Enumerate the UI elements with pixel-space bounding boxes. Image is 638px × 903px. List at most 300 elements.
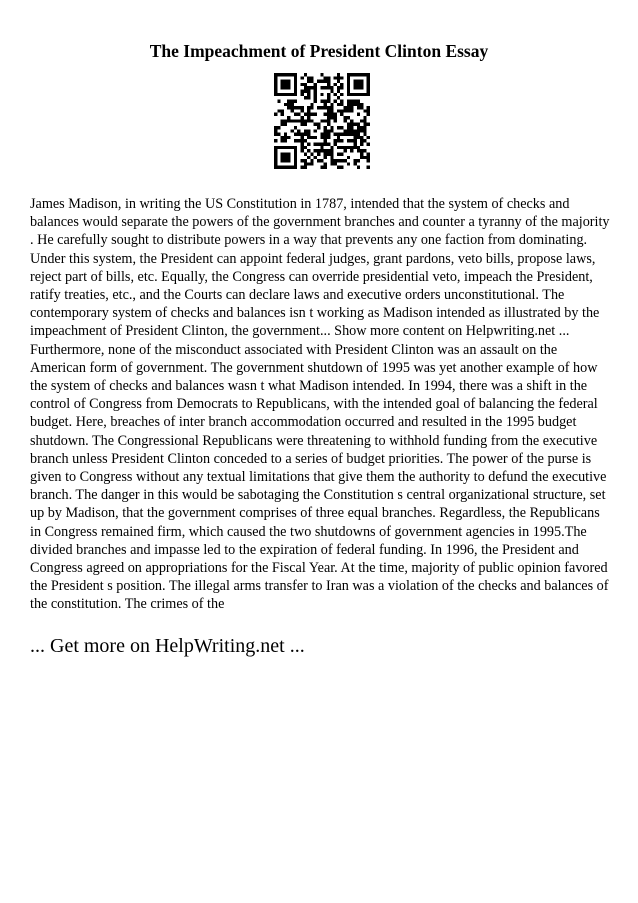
qr-module — [281, 113, 284, 116]
qr-module — [314, 93, 317, 96]
qr-module — [294, 126, 297, 129]
qr-module — [327, 106, 330, 109]
qr-module — [340, 99, 343, 102]
qr-module — [307, 136, 310, 139]
qr-module — [350, 129, 353, 132]
qr-module — [274, 126, 277, 129]
qr-module — [281, 73, 284, 76]
qr-module — [300, 139, 303, 142]
qr-module — [337, 80, 340, 83]
qr-module — [327, 116, 330, 119]
qr-module — [367, 109, 370, 112]
qr-module — [330, 106, 333, 109]
qr-module — [287, 93, 290, 96]
qr-module — [357, 146, 360, 149]
qr-module — [294, 119, 297, 122]
qr-module — [304, 162, 307, 165]
qr-module — [300, 119, 303, 122]
qr-module — [324, 86, 327, 89]
qr-module — [324, 129, 327, 132]
qr-module — [287, 83, 290, 86]
qr-module — [337, 86, 340, 89]
qr-module — [320, 119, 323, 122]
qr-module — [347, 109, 350, 112]
qr-module — [320, 159, 323, 162]
qr-module — [367, 136, 370, 139]
qr-module — [353, 143, 356, 146]
qr-module — [337, 133, 340, 136]
qr-module — [304, 159, 307, 162]
qr-module — [357, 113, 360, 116]
qr-module — [281, 146, 284, 149]
qr-module — [274, 80, 277, 83]
qr-module — [284, 83, 287, 86]
qr-module — [357, 133, 360, 136]
qr-module — [324, 143, 327, 146]
qr-module — [360, 103, 363, 106]
document-title: The Impeachment of President Clinton Essay — [149, 41, 489, 61]
qr-module — [350, 73, 353, 76]
qr-module — [307, 96, 310, 99]
qr-module — [307, 90, 310, 93]
qr-module — [274, 152, 277, 155]
qr-module — [344, 149, 347, 152]
qr-module — [274, 133, 277, 136]
qr-module — [317, 159, 320, 162]
qr-module — [360, 119, 363, 122]
qr-module — [367, 123, 370, 126]
qr-module — [363, 129, 366, 132]
qr-module — [300, 159, 303, 162]
qr-module — [330, 152, 333, 155]
qr-module — [307, 113, 310, 116]
qr-module — [310, 119, 313, 122]
qr-module — [340, 86, 343, 89]
qr-module — [353, 103, 356, 106]
qr-module — [363, 109, 366, 112]
qr-module — [300, 149, 303, 152]
qr-module — [310, 159, 313, 162]
qr-module — [294, 166, 297, 169]
qr-module — [367, 93, 370, 96]
qr-module — [304, 119, 307, 122]
qr-module — [274, 129, 277, 132]
qr-module — [307, 143, 310, 146]
qr-module — [274, 146, 277, 149]
qr-module — [360, 80, 363, 83]
qr-module — [334, 139, 337, 142]
qr-module — [324, 149, 327, 152]
qr-module — [337, 96, 340, 99]
qr-module — [334, 83, 337, 86]
qr-module — [334, 159, 337, 162]
qr-module — [327, 136, 330, 139]
qr-module — [347, 133, 350, 136]
qr-module — [320, 149, 323, 152]
qr-module — [357, 86, 360, 89]
qr-code-graphic — [274, 73, 370, 169]
qr-module — [357, 126, 360, 129]
qr-module — [310, 86, 313, 89]
qr-module — [360, 143, 363, 146]
qr-module — [314, 90, 317, 93]
qr-module — [344, 146, 347, 149]
qr-module — [287, 136, 290, 139]
qr-module — [274, 83, 277, 86]
qr-module — [304, 86, 307, 89]
qr-module — [347, 156, 350, 159]
qr-module — [347, 162, 350, 165]
qr-module — [287, 119, 290, 122]
qr-module — [334, 162, 337, 165]
qr-module — [274, 73, 277, 76]
qr-module — [357, 99, 360, 102]
qr-module — [327, 99, 330, 102]
qr-module — [281, 136, 284, 139]
qr-module — [314, 156, 317, 159]
qr-module — [317, 126, 320, 129]
qr-module — [324, 106, 327, 109]
qr-module — [340, 93, 343, 96]
qr-module — [337, 76, 340, 79]
qr-module — [320, 146, 323, 149]
qr-module — [337, 159, 340, 162]
qr-module — [337, 90, 340, 93]
qr-module — [294, 162, 297, 165]
qr-module — [320, 166, 323, 169]
qr-module — [304, 139, 307, 142]
qr-module — [330, 109, 333, 112]
qr-module — [350, 103, 353, 106]
qr-module — [340, 133, 343, 136]
qr-module — [314, 113, 317, 116]
qr-module — [304, 152, 307, 155]
qr-code-icon[interactable] — [274, 73, 370, 169]
qr-module — [327, 123, 330, 126]
qr-module — [353, 133, 356, 136]
qr-module — [287, 80, 290, 83]
qr-module — [281, 166, 284, 169]
qr-module — [310, 162, 313, 165]
qr-module — [277, 126, 280, 129]
qr-module — [314, 143, 317, 146]
qr-module — [314, 136, 317, 139]
qr-module — [330, 126, 333, 129]
qr-module — [297, 129, 300, 132]
qr-module — [353, 83, 356, 86]
qr-module — [357, 123, 360, 126]
qr-module — [277, 146, 280, 149]
qr-module — [360, 139, 363, 142]
qr-module — [360, 152, 363, 155]
qr-module — [367, 76, 370, 79]
qr-module — [281, 152, 284, 155]
qr-module — [277, 109, 280, 112]
qr-module — [284, 139, 287, 142]
qr-module — [347, 86, 350, 89]
essay-paragraph-1: James Madison, in writing the US Constitution in 1787, intended that the system of checks and balances would separate the powers of the government branches and counter a tyranny of the majority . He carefully sought to distribute powers in a way that prevents any one faction from dominating. Under this system, the President can appoint federal judges, grant pardons, veto bills, propose laws, reject part of bills, etc. Equally, the Congress can override presidential veto, impeach the President, ratify treaties, etc., and the Courts can declare laws and executive orders unconstitutional. The contemporary system of checks and balances isn t working as Madison intended as illustrated by the impeachment of President Clinton, the government... Show more content on Helpwriting.net ... — [30, 196, 610, 340]
qr-module — [340, 152, 343, 155]
qr-module — [310, 80, 313, 83]
qr-module — [330, 149, 333, 152]
qr-module — [347, 83, 350, 86]
qr-module — [294, 133, 297, 136]
qr-module — [360, 106, 363, 109]
qr-module — [327, 149, 330, 152]
qr-module — [320, 80, 323, 83]
qr-module — [284, 80, 287, 83]
qr-module — [274, 93, 277, 96]
qr-module — [353, 73, 356, 76]
qr-module — [307, 149, 310, 152]
qr-module — [357, 166, 360, 169]
qr-module — [294, 159, 297, 162]
qr-module — [324, 113, 327, 116]
qr-module — [353, 99, 356, 102]
qr-module — [360, 73, 363, 76]
qr-module — [330, 116, 333, 119]
qr-module — [284, 133, 287, 136]
qr-module — [300, 76, 303, 79]
qr-module — [307, 109, 310, 112]
qr-module — [304, 73, 307, 76]
qr-module — [347, 139, 350, 142]
qr-module — [327, 113, 330, 116]
qr-module — [287, 152, 290, 155]
qr-module — [281, 109, 284, 112]
qr-module — [294, 152, 297, 155]
qr-module — [344, 133, 347, 136]
qr-module — [350, 106, 353, 109]
qr-module — [353, 139, 356, 142]
qr-module — [294, 73, 297, 76]
qr-module — [274, 149, 277, 152]
qr-module — [347, 123, 350, 126]
qr-module — [327, 129, 330, 132]
qr-module — [281, 86, 284, 89]
qr-module — [297, 113, 300, 116]
qr-module — [347, 80, 350, 83]
qr-module — [307, 93, 310, 96]
qr-module — [297, 119, 300, 122]
qr-module — [320, 93, 323, 96]
qr-module — [353, 86, 356, 89]
qr-module — [324, 126, 327, 129]
qr-module — [360, 93, 363, 96]
qr-module — [337, 126, 340, 129]
qr-module — [337, 109, 340, 112]
qr-module — [330, 129, 333, 132]
qr-module — [363, 93, 366, 96]
qr-module — [277, 93, 280, 96]
qr-module — [294, 83, 297, 86]
qr-module — [284, 93, 287, 96]
qr-module — [317, 80, 320, 83]
qr-module — [337, 139, 340, 142]
qr-module — [287, 86, 290, 89]
qr-module — [287, 116, 290, 119]
qr-module — [360, 149, 363, 152]
qr-module — [367, 113, 370, 116]
qr-module — [274, 76, 277, 79]
qr-module — [330, 159, 333, 162]
qr-module — [274, 90, 277, 93]
qr-module — [340, 139, 343, 142]
qr-module — [277, 166, 280, 169]
qr-module — [357, 129, 360, 132]
qr-module — [363, 149, 366, 152]
qr-module — [357, 103, 360, 106]
qr-module — [350, 109, 353, 112]
qr-module — [347, 146, 350, 149]
qr-module — [294, 76, 297, 79]
qr-module — [307, 119, 310, 122]
qr-module — [320, 106, 323, 109]
qr-module — [357, 73, 360, 76]
qr-module — [353, 80, 356, 83]
qr-module — [360, 136, 363, 139]
qr-module — [367, 86, 370, 89]
qr-module — [360, 156, 363, 159]
qr-module — [334, 113, 337, 116]
qr-module — [353, 162, 356, 165]
qr-module — [340, 166, 343, 169]
qr-module — [310, 113, 313, 116]
qr-module — [284, 146, 287, 149]
qr-module — [334, 99, 337, 102]
qr-module — [314, 96, 317, 99]
qr-module — [294, 93, 297, 96]
qr-module — [337, 146, 340, 149]
qr-module — [340, 159, 343, 162]
qr-module — [294, 139, 297, 142]
qr-module — [324, 139, 327, 142]
qr-module — [317, 123, 320, 126]
qr-module — [300, 83, 303, 86]
qr-module — [287, 99, 290, 102]
qr-module — [344, 159, 347, 162]
qr-module — [347, 76, 350, 79]
qr-module — [347, 93, 350, 96]
qr-module — [344, 109, 347, 112]
qr-module — [353, 159, 356, 162]
qr-module — [353, 136, 356, 139]
qr-module — [277, 99, 280, 102]
qr-module — [300, 123, 303, 126]
qr-module — [287, 103, 290, 106]
qr-module — [337, 73, 340, 76]
qr-module — [357, 149, 360, 152]
qr-module — [284, 166, 287, 169]
qr-module — [314, 86, 317, 89]
qr-module — [353, 123, 356, 126]
qr-module — [291, 103, 294, 106]
qr-module — [291, 106, 294, 109]
qr-module — [347, 116, 350, 119]
qr-module — [317, 106, 320, 109]
qr-module — [337, 103, 340, 106]
qr-module — [347, 73, 350, 76]
qr-module — [350, 126, 353, 129]
qr-module — [287, 159, 290, 162]
qr-module — [274, 113, 277, 116]
qr-module — [307, 129, 310, 132]
qr-module — [344, 116, 347, 119]
qr-module — [327, 143, 330, 146]
qr-module — [307, 76, 310, 79]
qr-module — [324, 152, 327, 155]
qr-module — [291, 129, 294, 132]
qr-module — [291, 146, 294, 149]
qr-module — [314, 99, 317, 102]
qr-module — [347, 129, 350, 132]
qr-module — [320, 136, 323, 139]
qr-module — [360, 83, 363, 86]
qr-module — [284, 73, 287, 76]
qr-module — [314, 149, 317, 152]
qr-module — [284, 123, 287, 126]
qr-module — [320, 133, 323, 136]
get-more-link[interactable]: ... Get more on HelpWriting.net ... — [30, 635, 305, 657]
qr-module — [334, 76, 337, 79]
qr-module — [363, 73, 366, 76]
qr-module — [284, 156, 287, 159]
qr-module — [297, 133, 300, 136]
qr-module — [327, 76, 330, 79]
qr-module — [307, 162, 310, 165]
qr-module — [310, 106, 313, 109]
qr-module — [363, 126, 366, 129]
qr-module — [324, 119, 327, 122]
qr-module — [320, 73, 323, 76]
qr-module — [274, 156, 277, 159]
qr-module — [350, 99, 353, 102]
qr-module — [327, 152, 330, 155]
qr-module — [300, 136, 303, 139]
qr-module — [314, 129, 317, 132]
qr-module — [340, 76, 343, 79]
qr-module — [327, 86, 330, 89]
qr-module — [304, 90, 307, 93]
qr-module — [300, 133, 303, 136]
qr-module — [367, 106, 370, 109]
qr-module — [294, 146, 297, 149]
qr-module — [294, 106, 297, 109]
qr-module — [300, 143, 303, 146]
qr-module — [300, 166, 303, 169]
essay-body — [30, 195, 612, 614]
qr-module — [297, 139, 300, 142]
qr-module — [350, 146, 353, 149]
qr-module — [367, 156, 370, 159]
qr-module — [281, 139, 284, 142]
qr-module — [347, 126, 350, 129]
qr-module — [334, 143, 337, 146]
qr-module — [300, 106, 303, 109]
qr-module — [294, 156, 297, 159]
qr-module — [310, 136, 313, 139]
qr-module — [284, 136, 287, 139]
qr-module — [330, 113, 333, 116]
qr-module — [334, 119, 337, 122]
qr-module — [307, 86, 310, 89]
qr-module — [350, 149, 353, 152]
qr-module — [304, 129, 307, 132]
essay-paragraph-2: Furthermore, none of the misconduct associated with President Clinton was an assault on the American form of government. The government shutdown of 1995 was yet another example of how the system of checks and balances wasn t what Madison intended. In 1994, there was a shift in the control of Congress from Democrats to Republicans, with the intended goal of balancing the federal budget. Here, breaches of inter branch accommodation occurred and resulted in the 1995 budget shutdown. The Congressional Republicans were threatening to withhold funding from the executive branch unless President Clinton conceded to a series of budget priorities. The power of the purse is given to Congress without any textual limitations that give them the authority to defund the executive branch. The danger in this would be sabotaging the Constitution s central organizational structure, set up by Madison, that the government comprises of three equal branches. Regardless, the Republicans in Congress remained firm, which caused the two shutdowns of government agencies in 1995.The divided branches and impasse led to the expiration of federal funding. In 1996, the President and Congress agreed on appropriations for the Fiscal Year. At the time, majority of public opinion favored the President s position. The illegal arms transfer to Iran was a violation of the checks and balances of the constitution. The crimes of the — [30, 341, 609, 613]
qr-module — [324, 156, 327, 159]
qr-module — [274, 86, 277, 89]
qr-module — [367, 159, 370, 162]
